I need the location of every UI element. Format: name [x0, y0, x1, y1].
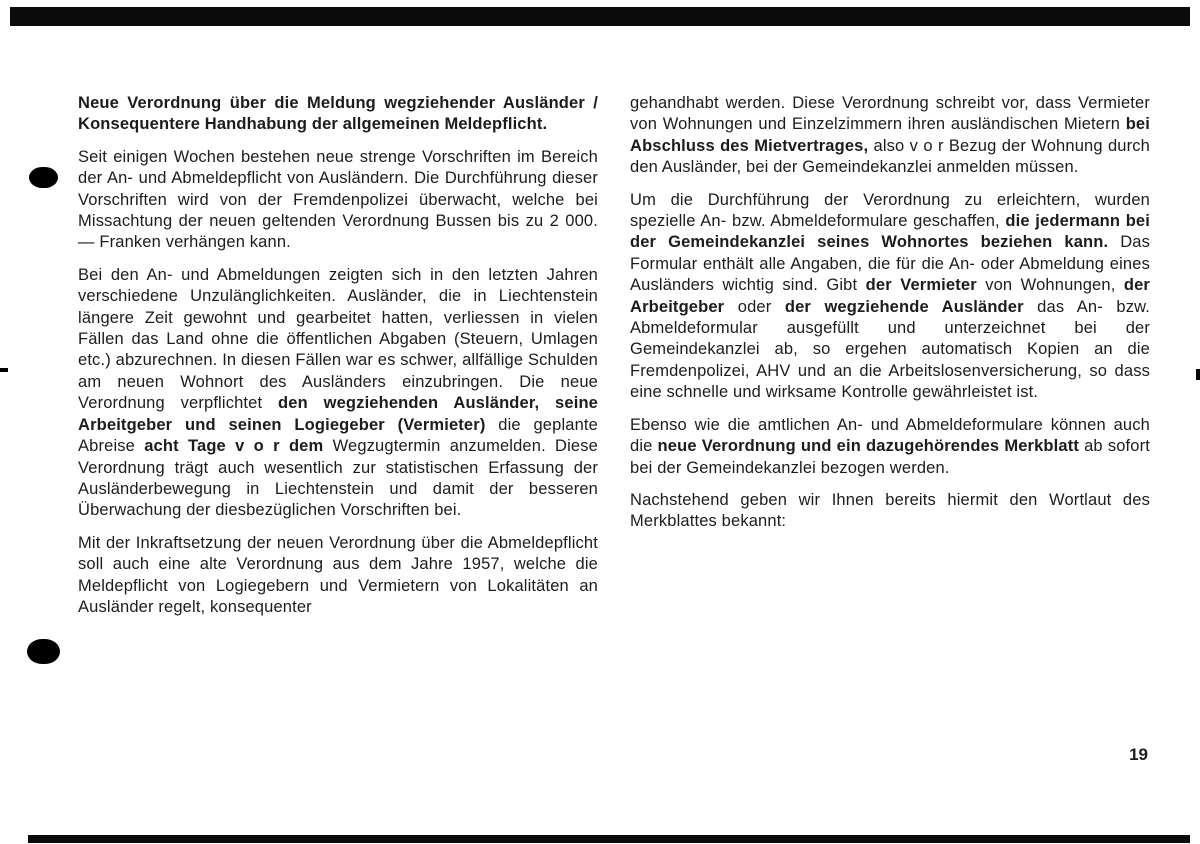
punch-hole-mark-top — [29, 167, 58, 188]
top-border-bar — [10, 7, 1190, 26]
left-column-paragraphs — [78, 147, 598, 619]
paragraph: gehandhabt werden. Diese Verordnung schreibt vor, dass Vermieter von Wohnungen und Einzelzimmern ihren ausländischen Mietern bei Abschluss des Mietvertrages, also v o r Bezug der Wohnung durch den Ausländer, bei der Gemeindekanzlei anmelden müssen. — [630, 94, 1150, 177]
scan-artifact-left — [0, 368, 8, 372]
paragraph: Bei den An- und Abmeldungen zeigten sich in den letzten Jahren verschiedene Unzulänglichkeiten. Ausländer, die in Liechtenstein längere Zeit gewohnt und gearbeitet hatten, verliessen in vielen Fällen das Land ohne die öffentlichen Abgaben (Steuern, Umlagen etc.) abzurechnen. In diesen Fällen war es schwer, allfällige Schulden am neuen Wohnort des Ausländers einzubringen. Die neue Verordnung verpflichtet den wegziehenden Ausländer, seine Arbeitgeber und seinen Logiegeber (Vermieter) die geplante Abreise acht Tage v o r dem Wegzugtermin anzumelden. Diese Verordnung trägt auch wesentlich zur statistischen Erfassung der Ausländerbewegung in Liechtenstein und damit der besseren Überwachung der diesbezüglichen Vorschriften bei. — [78, 265, 599, 520]
punch-hole-mark-bottom — [27, 639, 60, 664]
scan-artifact-right — [1196, 369, 1200, 380]
paragraph: Seit einigen Wochen bestehen neue strenge Vorschriften im Bereich der An- und Abmeldepflicht von Ausländern. Die Durchführung dieser Vorschriften wird von der Fremdenpolizei überwacht, welche bei Missachtung der neuen geltenden Verordnung Bussen bis zu 2 000.— Franken verhängen kann. — [78, 147, 598, 252]
paragraph: Um die Durchführung der Verordnung zu erleichtern, wurden spezielle An- bzw. Abmeldeformulare geschaffen, die jedermann bei der Gemeindekanzlei seines Wohnortes beziehen kann. Das Formular enthält alle Angaben, die für die An- oder Abmeldung eines Ausländers wichtig sind. Gibt der Vermieter von Wohnungen, der Arbeitgeber oder der wegziehende Ausländer das An- bzw. Abmeldeformular ausgefüllt und unterzeichnet bei der Gemeindekanzlei ab, so ergehen automatisch Kopien an die Fremdenpolizei, AHV und an die Arbeitslosenversicherung, so dass eine schnelle und wirksame Kontrolle gewährleistet ist. — [630, 190, 1150, 402]
page-number: 19 — [1129, 745, 1148, 764]
right-column — [630, 93, 1150, 629]
right-column-paragraphs — [630, 93, 1150, 533]
left-column — [78, 93, 598, 629]
paragraph: Nachstehend geben wir Ihnen bereits hiermit den Wortlaut des Merkblattes bekannt: — [630, 490, 1150, 531]
two-column-text-area — [78, 93, 1150, 629]
bottom-border-bar — [28, 835, 1190, 843]
article-heading: Neue Verordnung über die Meldung wegziehender Ausländer / Konsequentere Handhabung der allgemeinen Meldepflicht. — [78, 94, 598, 134]
paragraph: Mit der Inkraftsetzung der neuen Verordnung über die Abmeldepflicht soll auch eine alte Verordnung aus dem Jahre 1957, welche die Meldepflicht von Logiegebern und Vermietern von Lokalitäten an Ausländer regelt, konsequenter — [78, 533, 598, 616]
paragraph: Ebenso wie die amtlichen An- und Abmeldeformulare können auch die neue Verordnung und ein dazugehörendes Merkblatt ab sofort bei der Gemeindekanzlei bezogen werden. — [630, 415, 1150, 477]
